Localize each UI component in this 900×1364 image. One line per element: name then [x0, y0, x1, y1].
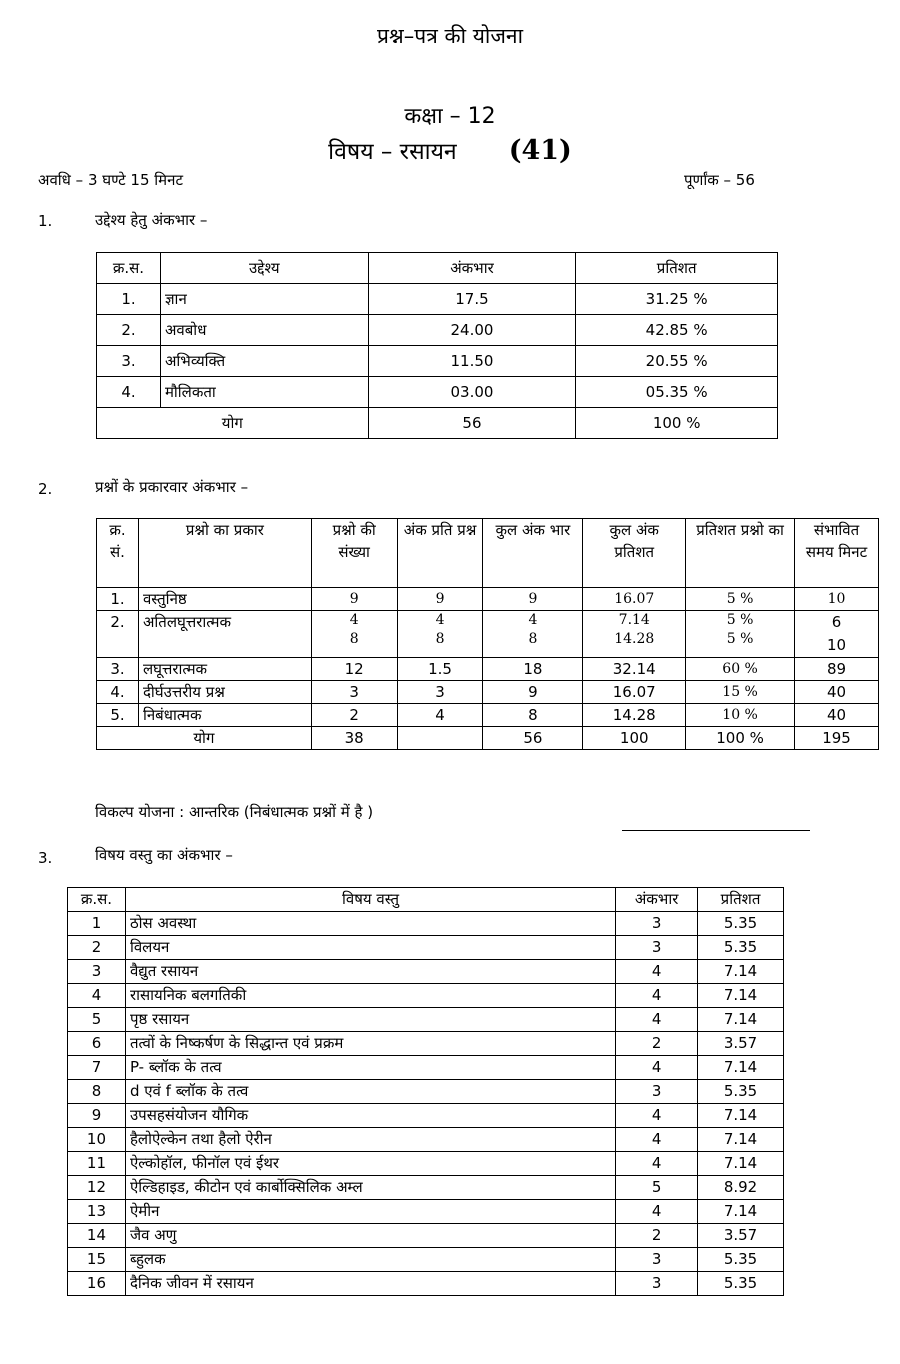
- cell: 12: [68, 1176, 126, 1200]
- table-row: [68, 1056, 784, 1080]
- cell: 2: [616, 1224, 698, 1248]
- table-row: [68, 1152, 784, 1176]
- cell: 14: [68, 1224, 126, 1248]
- cell: [397, 727, 483, 750]
- cell: 8.92: [698, 1176, 784, 1200]
- cell: 11: [68, 1152, 126, 1176]
- cell: 7.14: [698, 1056, 784, 1080]
- duration: अवधि – 3 घण्टे 15 मिनट: [38, 171, 184, 189]
- cell: 56: [483, 727, 583, 750]
- table-row: [68, 984, 784, 1008]
- column-header: विषय वस्तु: [125, 888, 615, 912]
- cell: 9: [397, 588, 483, 611]
- column-header: अंकभार: [616, 888, 698, 912]
- cell: 17.5: [368, 284, 576, 315]
- cell: 5.35: [698, 1080, 784, 1104]
- cell: 195: [795, 727, 879, 750]
- cell: 15: [68, 1248, 126, 1272]
- cell: वस्तुनिष्ठ: [138, 588, 311, 611]
- table-total-row: [97, 408, 778, 439]
- cell: 03.00: [368, 377, 576, 408]
- cell: तत्वों के निष्कर्षण के सिद्धान्त एवं प्रक्रम: [125, 1032, 615, 1056]
- cell: 11.50: [368, 346, 576, 377]
- table-row: [97, 658, 879, 681]
- cell: दैनिक जीवन में रसायन: [125, 1272, 615, 1296]
- cell: 3.: [97, 346, 161, 377]
- cell: 9: [68, 1104, 126, 1128]
- section3-number: 3.: [38, 849, 53, 867]
- objective-table: [96, 252, 778, 439]
- table-row: [68, 1200, 784, 1224]
- cell: 9: [483, 588, 583, 611]
- cell: 56: [368, 408, 576, 439]
- column-header: प्रतिशत: [698, 888, 784, 912]
- cell: 7.14: [698, 1128, 784, 1152]
- cell: ब्हुलक: [125, 1248, 615, 1272]
- table-row: [97, 681, 879, 704]
- cell: 38: [311, 727, 397, 750]
- cell: 1.: [97, 284, 161, 315]
- cell: ज्ञान: [160, 284, 368, 315]
- cell: 16.07: [583, 681, 686, 704]
- cell: 100 %: [686, 727, 795, 750]
- cell: 9: [483, 681, 583, 704]
- table-row: [97, 315, 778, 346]
- cell: 3.57: [698, 1032, 784, 1056]
- cell: 5.35: [698, 936, 784, 960]
- cell-value: 8: [528, 631, 538, 647]
- column-header: अंकभार: [368, 253, 576, 284]
- cell: 3: [397, 681, 483, 704]
- cell: 89: [795, 658, 879, 681]
- question-type-table: [96, 518, 879, 750]
- cell: 4: [616, 984, 698, 1008]
- cell: 18: [483, 658, 583, 681]
- cell-value: 14.28: [614, 631, 655, 647]
- cell: 1: [68, 912, 126, 936]
- column-header: कुल अंक प्रतिशत: [583, 519, 686, 588]
- cell: 4: [68, 984, 126, 1008]
- table-row: [68, 1248, 784, 1272]
- cell: पृष्ठ रसायन: [125, 1008, 615, 1032]
- cell: 8: [483, 704, 583, 727]
- cell: [483, 611, 583, 658]
- column-header: प्रतिशत प्रश्नो का: [686, 519, 795, 588]
- cell: 3.: [97, 658, 139, 681]
- cell: 7: [68, 1056, 126, 1080]
- cell-value: 4: [349, 612, 359, 628]
- cell: 6: [68, 1032, 126, 1056]
- column-header: कुल अंक भार: [483, 519, 583, 588]
- cell: 3: [311, 681, 397, 704]
- table-row: [68, 912, 784, 936]
- cell: 40: [795, 704, 879, 727]
- class-line: कक्षा – 12: [404, 104, 496, 129]
- cell: 7.14: [698, 1104, 784, 1128]
- section2-number: 2.: [38, 480, 53, 498]
- cell-value: 4: [435, 612, 445, 628]
- cell: [583, 611, 686, 658]
- section2-heading: प्रश्नों के प्रकारवार अंकभार –: [95, 478, 249, 496]
- cell: 5: [68, 1008, 126, 1032]
- table-row: [97, 611, 879, 658]
- table-row: [68, 1224, 784, 1248]
- cell: 3.57: [698, 1224, 784, 1248]
- cell: 4: [616, 1128, 698, 1152]
- cell: 5: [616, 1176, 698, 1200]
- cell: [311, 611, 397, 658]
- cell: 3: [616, 1248, 698, 1272]
- column-header: क्र. सं.: [97, 519, 139, 588]
- cell: 10 %: [686, 704, 795, 727]
- subject-line: [0, 134, 900, 166]
- cell: 60 %: [686, 658, 795, 681]
- cell: 14.28: [583, 704, 686, 727]
- cell: 5.35: [698, 1272, 784, 1296]
- cell-value: 10: [826, 636, 847, 654]
- cell: लघूत्तरात्मक: [138, 658, 311, 681]
- cell: 5.35: [698, 1248, 784, 1272]
- cell: 2: [68, 936, 126, 960]
- cell: [795, 611, 879, 658]
- cell: 4: [616, 1056, 698, 1080]
- table-header-row: [97, 519, 879, 588]
- cell: 100: [583, 727, 686, 750]
- cell: हैलोऐल्केन तथा हैलो ऐरीन: [125, 1128, 615, 1152]
- cell: उपसहसंयोजन यौगिक: [125, 1104, 615, 1128]
- table-row: [68, 960, 784, 984]
- cell: मौलिकता: [160, 377, 368, 408]
- table-row: [68, 1104, 784, 1128]
- cell: 2: [616, 1032, 698, 1056]
- cell: 15 %: [686, 681, 795, 704]
- cell: 4: [616, 1008, 698, 1032]
- cell: ऐल्कोहॉल, फीनॉल एवं ईथर: [125, 1152, 615, 1176]
- cell: 10: [68, 1128, 126, 1152]
- content-table: [67, 887, 784, 1296]
- cell: विलयन: [125, 936, 615, 960]
- column-header: क्र.स.: [97, 253, 161, 284]
- cell: अभिव्यक्ति: [160, 346, 368, 377]
- cell-value: 5 %: [726, 612, 754, 628]
- cell: [397, 611, 483, 658]
- column-header: अंक प्रति प्रश्न: [397, 519, 483, 588]
- cell: 100 %: [576, 408, 778, 439]
- cell: 20.55 %: [576, 346, 778, 377]
- cell: 16.07: [583, 588, 686, 611]
- cell: 4: [616, 1104, 698, 1128]
- column-header: उद्देश्य: [160, 253, 368, 284]
- table-row: [68, 1032, 784, 1056]
- cell: 7.14: [698, 984, 784, 1008]
- cell: दीर्घउत्तरीय प्रश्न: [138, 681, 311, 704]
- cell: 7.14: [698, 960, 784, 984]
- total-label: योग: [97, 727, 312, 750]
- cell: 3: [616, 1080, 698, 1104]
- cell-value: 7.14: [618, 612, 650, 628]
- divider-line: [622, 830, 810, 831]
- page-title: प्रश्न–पत्र की योजना: [376, 24, 524, 48]
- cell: 12: [311, 658, 397, 681]
- cell: 2.: [97, 315, 161, 346]
- cell: रासायनिक बलगतिकी: [125, 984, 615, 1008]
- column-header: प्रतिशत: [576, 253, 778, 284]
- column-header: प्रश्नो की संख्या: [311, 519, 397, 588]
- cell: 3: [616, 1272, 698, 1296]
- cell: 4: [616, 1152, 698, 1176]
- table-header-row: [68, 888, 784, 912]
- cell: 5 %: [686, 588, 795, 611]
- column-header: क्र.स.: [68, 888, 126, 912]
- table-row: [68, 936, 784, 960]
- table-row: [97, 588, 879, 611]
- cell: 05.35 %: [576, 377, 778, 408]
- cell: 4: [616, 960, 698, 984]
- cell: 2.: [97, 611, 139, 658]
- cell: वैद्युत रसायन: [125, 960, 615, 984]
- cell: d एवं f ब्लॉक के तत्व: [125, 1080, 615, 1104]
- cell: 1.5: [397, 658, 483, 681]
- cell: 4.: [97, 377, 161, 408]
- table-header-row: [97, 253, 778, 284]
- cell: 8: [68, 1080, 126, 1104]
- cell: 3: [68, 960, 126, 984]
- table-row: [68, 1080, 784, 1104]
- cell: 4: [616, 1200, 698, 1224]
- option-scheme: विकल्प योजना : आन्तरिक (निबंधात्मक प्रश्नों में है ): [95, 803, 374, 821]
- cell: 7.14: [698, 1152, 784, 1176]
- cell: 4: [397, 704, 483, 727]
- cell: 31.25 %: [576, 284, 778, 315]
- cell: 40: [795, 681, 879, 704]
- cell: [686, 611, 795, 658]
- table-row: [97, 284, 778, 315]
- cell: निबंधात्मक: [138, 704, 311, 727]
- cell: अतिलघूत्तरात्मक: [138, 611, 311, 658]
- cell-value: 4: [528, 612, 538, 628]
- section3-heading: विषय वस्तु का अंकभार –: [95, 846, 233, 864]
- subject-name: विषय – रसायन: [328, 139, 457, 165]
- cell: 13: [68, 1200, 126, 1224]
- table-row: [68, 1128, 784, 1152]
- cell: ठोस अवस्था: [125, 912, 615, 936]
- cell-value: 8: [435, 631, 445, 647]
- max-marks: पूर्णांक – 56: [684, 171, 755, 189]
- table-row: [68, 1272, 784, 1296]
- cell: जैव अणु: [125, 1224, 615, 1248]
- cell-value: 5 %: [726, 631, 754, 647]
- cell: ऐमीन: [125, 1200, 615, 1224]
- column-header: प्रश्नो का प्रकार: [138, 519, 311, 588]
- cell: 5.: [97, 704, 139, 727]
- cell: 7.14: [698, 1008, 784, 1032]
- cell-value: 6: [831, 613, 842, 631]
- cell: 7.14: [698, 1200, 784, 1224]
- cell: 1.: [97, 588, 139, 611]
- cell: ऐल्डिहाइड, कीटोन एवं कार्बोक्सिलिक अम्ल: [125, 1176, 615, 1200]
- subject-code: (41): [508, 135, 572, 166]
- cell: अवबोध: [160, 315, 368, 346]
- table-row: [97, 377, 778, 408]
- table-row: [68, 1176, 784, 1200]
- column-header: संभावित समय मिनट: [795, 519, 879, 588]
- table-row: [68, 1008, 784, 1032]
- cell-value: 8: [349, 631, 359, 647]
- cell: 24.00: [368, 315, 576, 346]
- cell: 32.14: [583, 658, 686, 681]
- total-label: योग: [97, 408, 369, 439]
- cell: 10: [795, 588, 879, 611]
- cell: 16: [68, 1272, 126, 1296]
- cell: 3: [616, 936, 698, 960]
- cell: 3: [616, 912, 698, 936]
- cell: 4.: [97, 681, 139, 704]
- table-total-row: [97, 727, 879, 750]
- cell: 42.85 %: [576, 315, 778, 346]
- section1-heading: उद्देश्य हेतु अंकभार –: [95, 211, 208, 229]
- content-table-body: [68, 912, 784, 1296]
- cell: 2: [311, 704, 397, 727]
- table-row: [97, 346, 778, 377]
- section1-number: 1.: [38, 212, 53, 230]
- table-row: [97, 704, 879, 727]
- cell: P- ब्लॉक के तत्व: [125, 1056, 615, 1080]
- cell: 9: [311, 588, 397, 611]
- cell: 5.35: [698, 912, 784, 936]
